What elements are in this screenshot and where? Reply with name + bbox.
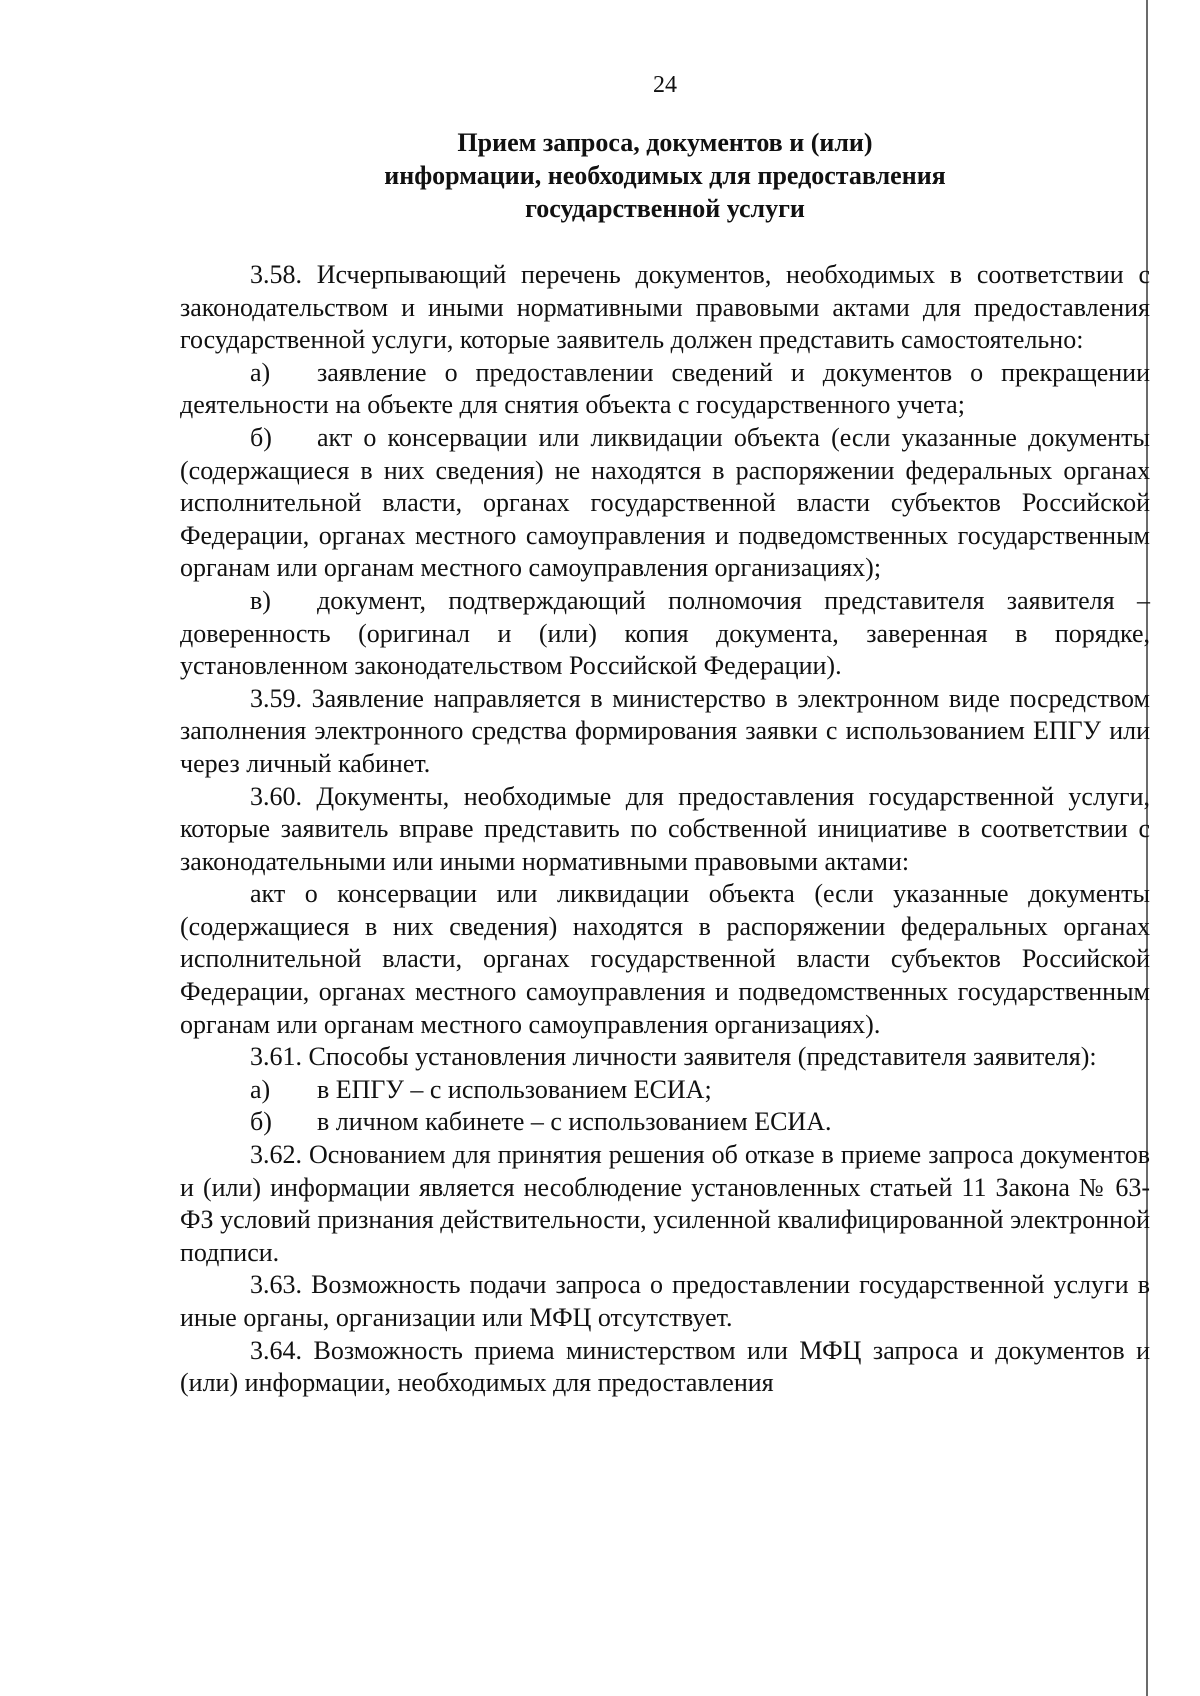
list-item-3-61-a <box>180 1074 1150 1107</box>
list-item-3-58-v <box>180 585 1150 683</box>
paragraph-3-64: 3.64. Возможность приема министерством или МФЦ запроса и документов и (или) информации, необходимых для предоставления <box>180 1335 1150 1398</box>
item-marker: а) <box>250 357 271 387</box>
section-heading <box>180 126 1150 225</box>
document-body <box>180 259 1150 1400</box>
paragraph-3-59: 3.59. Заявление направляется в министерство в электронном виде посредством заполнения электронного средства формирования заявки с использованием ЕПГУ или через личный кабинет. <box>180 683 1150 778</box>
item-text: заявление о предоставлении сведений и документов о прекращении деятельности на объекте для снятия объекта с государственного учета; <box>180 357 1150 420</box>
list-item-3-58-a <box>180 357 1150 422</box>
heading-line-3: государственной услуги <box>525 194 805 223</box>
item-text: в личном кабинете – с использованием ЕСИА. <box>317 1107 832 1137</box>
paragraph-3-63: 3.63. Возможность подачи запроса о предоставлении государственной услуги в иные органы, организации или МФЦ отсутствует. <box>180 1270 1150 1332</box>
item-marker: в) <box>250 585 271 615</box>
page-number: 24 <box>653 72 677 98</box>
item-text: в ЕПГУ – с использованием ЕСИА; <box>317 1074 712 1104</box>
item-marker: а) <box>250 1074 271 1104</box>
item-text: акт о консервации или ликвидации объекта (если указанные документы (содержащиеся в них сведения) не находятся в распоряжении федеральных органах исполнительной власти, органах государственной власти субъектов Российской Федерации, органах местного самоуправления и подведомственных государственным органам или органам местного самоуправления организациях); <box>180 422 1150 583</box>
heading-line-2: информации, необходимых для предоставления <box>384 161 946 190</box>
paragraph-3-61: 3.61. Способы установления личности заявителя (представителя заявителя): <box>250 1042 1097 1072</box>
list-item-3-61-b <box>180 1106 1150 1139</box>
item-marker: б) <box>250 1107 272 1137</box>
paragraph-3-58: 3.58. Исчерпывающий перечень документов, необходимых в соответствии с законодательством и иными нормативными правовыми актами для предоставления государственной услуги, которые заявитель должен представить самостоятельно: <box>180 260 1150 355</box>
item-marker: б) <box>250 422 272 452</box>
heading-line-1: Прием запроса, документов и (или) <box>457 128 873 157</box>
paragraph-3-60: 3.60. Документы, необходимые для предоставления государственной услуги, которые заявитель вправе представить по собственной инициативе в соответствии с законодательными или иными нормативными правовыми актами: <box>180 781 1150 876</box>
item-text: документ, подтверждающий полномочия представителя заявителя – доверенность (оригинал и (или) копия документа, заверенная в порядке, установленном законодательством Российской Федерации). <box>180 585 1150 681</box>
paragraph-3-62: 3.62. Основанием для принятия решения об отказе в приеме запроса документов и (или) информации является несоблюдение установленных статьей 11 Закона № 63-ФЗ условий признания действительности, усиленной квалифицированной электронной подписи. <box>180 1140 1150 1267</box>
paragraph-3-60-sub: акт о консервации или ликвидации объекта (если указанные документы (содержащиеся в них сведения) находятся в распоряжении федеральных органах исполнительной власти, органах государственной власти субъектов Российской Федерации, органах местного самоуправления и подведомственных государственным органам или органам местного самоуправления организациях). <box>180 879 1150 1039</box>
list-item-3-58-b <box>180 422 1150 585</box>
